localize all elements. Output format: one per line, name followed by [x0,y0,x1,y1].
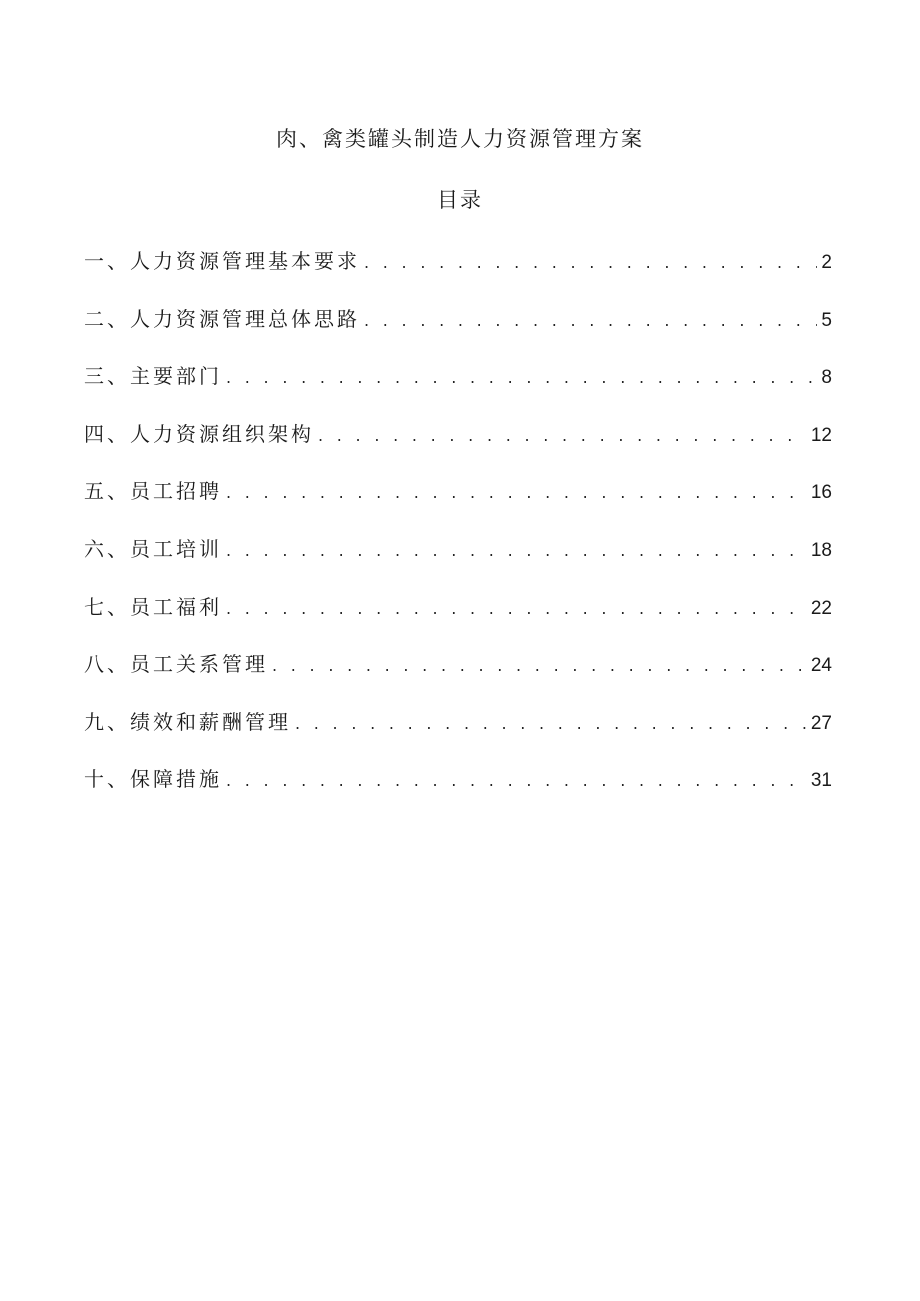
toc-dot-leader [318,419,807,453]
toc-entry[interactable] [84,302,832,360]
toc-page-number: 22 [810,597,832,619]
toc-dot-leader [364,304,817,338]
toc-entry-label: 九、绩效和薪酬管理 [84,709,291,734]
toc-entry-label: 一、人力资源管理基本要求 [84,249,360,273]
toc-page-number: 27 [810,712,832,734]
toc-entry[interactable] [84,590,832,648]
toc-page-number: 24 [810,655,832,677]
toc-page-number: 18 [810,539,832,561]
toc-heading: 目录 [437,188,483,212]
toc-entry[interactable] [84,532,832,590]
toc-dot-leader [226,534,807,568]
document-title: 肉、禽类罐头制造人力资源管理方案 [276,127,644,151]
toc-dot-leader [364,246,817,280]
toc-page-number: 12 [810,424,832,446]
toc-entry[interactable] [84,417,832,475]
toc-page-number: 5 [821,309,832,331]
toc-entry-label: 五、员工招聘 [84,479,222,504]
toc-dot-leader [272,649,807,683]
toc-page-number: 31 [810,770,832,792]
toc-entry[interactable] [84,762,832,820]
toc-entry[interactable] [84,705,832,763]
toc-page-number: 8 [821,367,832,389]
toc-entry-label: 八、员工关系管理 [84,652,268,677]
table-of-contents [84,244,832,820]
toc-entry[interactable] [84,474,832,532]
toc-entry-label: 十、保障措施 [84,767,222,792]
toc-entry-label: 六、员工培训 [84,536,222,561]
toc-entry-label: 四、人力资源组织架构 [84,421,314,446]
toc-dot-leader [226,476,807,510]
toc-page-number: 16 [810,482,832,504]
toc-dot-leader [226,764,807,798]
toc-entry[interactable] [84,244,832,302]
toc-entry[interactable] [84,359,832,417]
toc-dot-leader [295,707,807,741]
toc-entry[interactable] [84,647,832,705]
toc-dot-leader [226,361,817,395]
toc-entry-label: 二、人力资源管理总体思路 [84,306,360,331]
toc-dot-leader [226,592,807,626]
toc-entry-label: 七、员工福利 [84,594,222,619]
toc-entry-label: 三、主要部门 [84,364,222,389]
toc-page-number: 2 [821,252,832,273]
